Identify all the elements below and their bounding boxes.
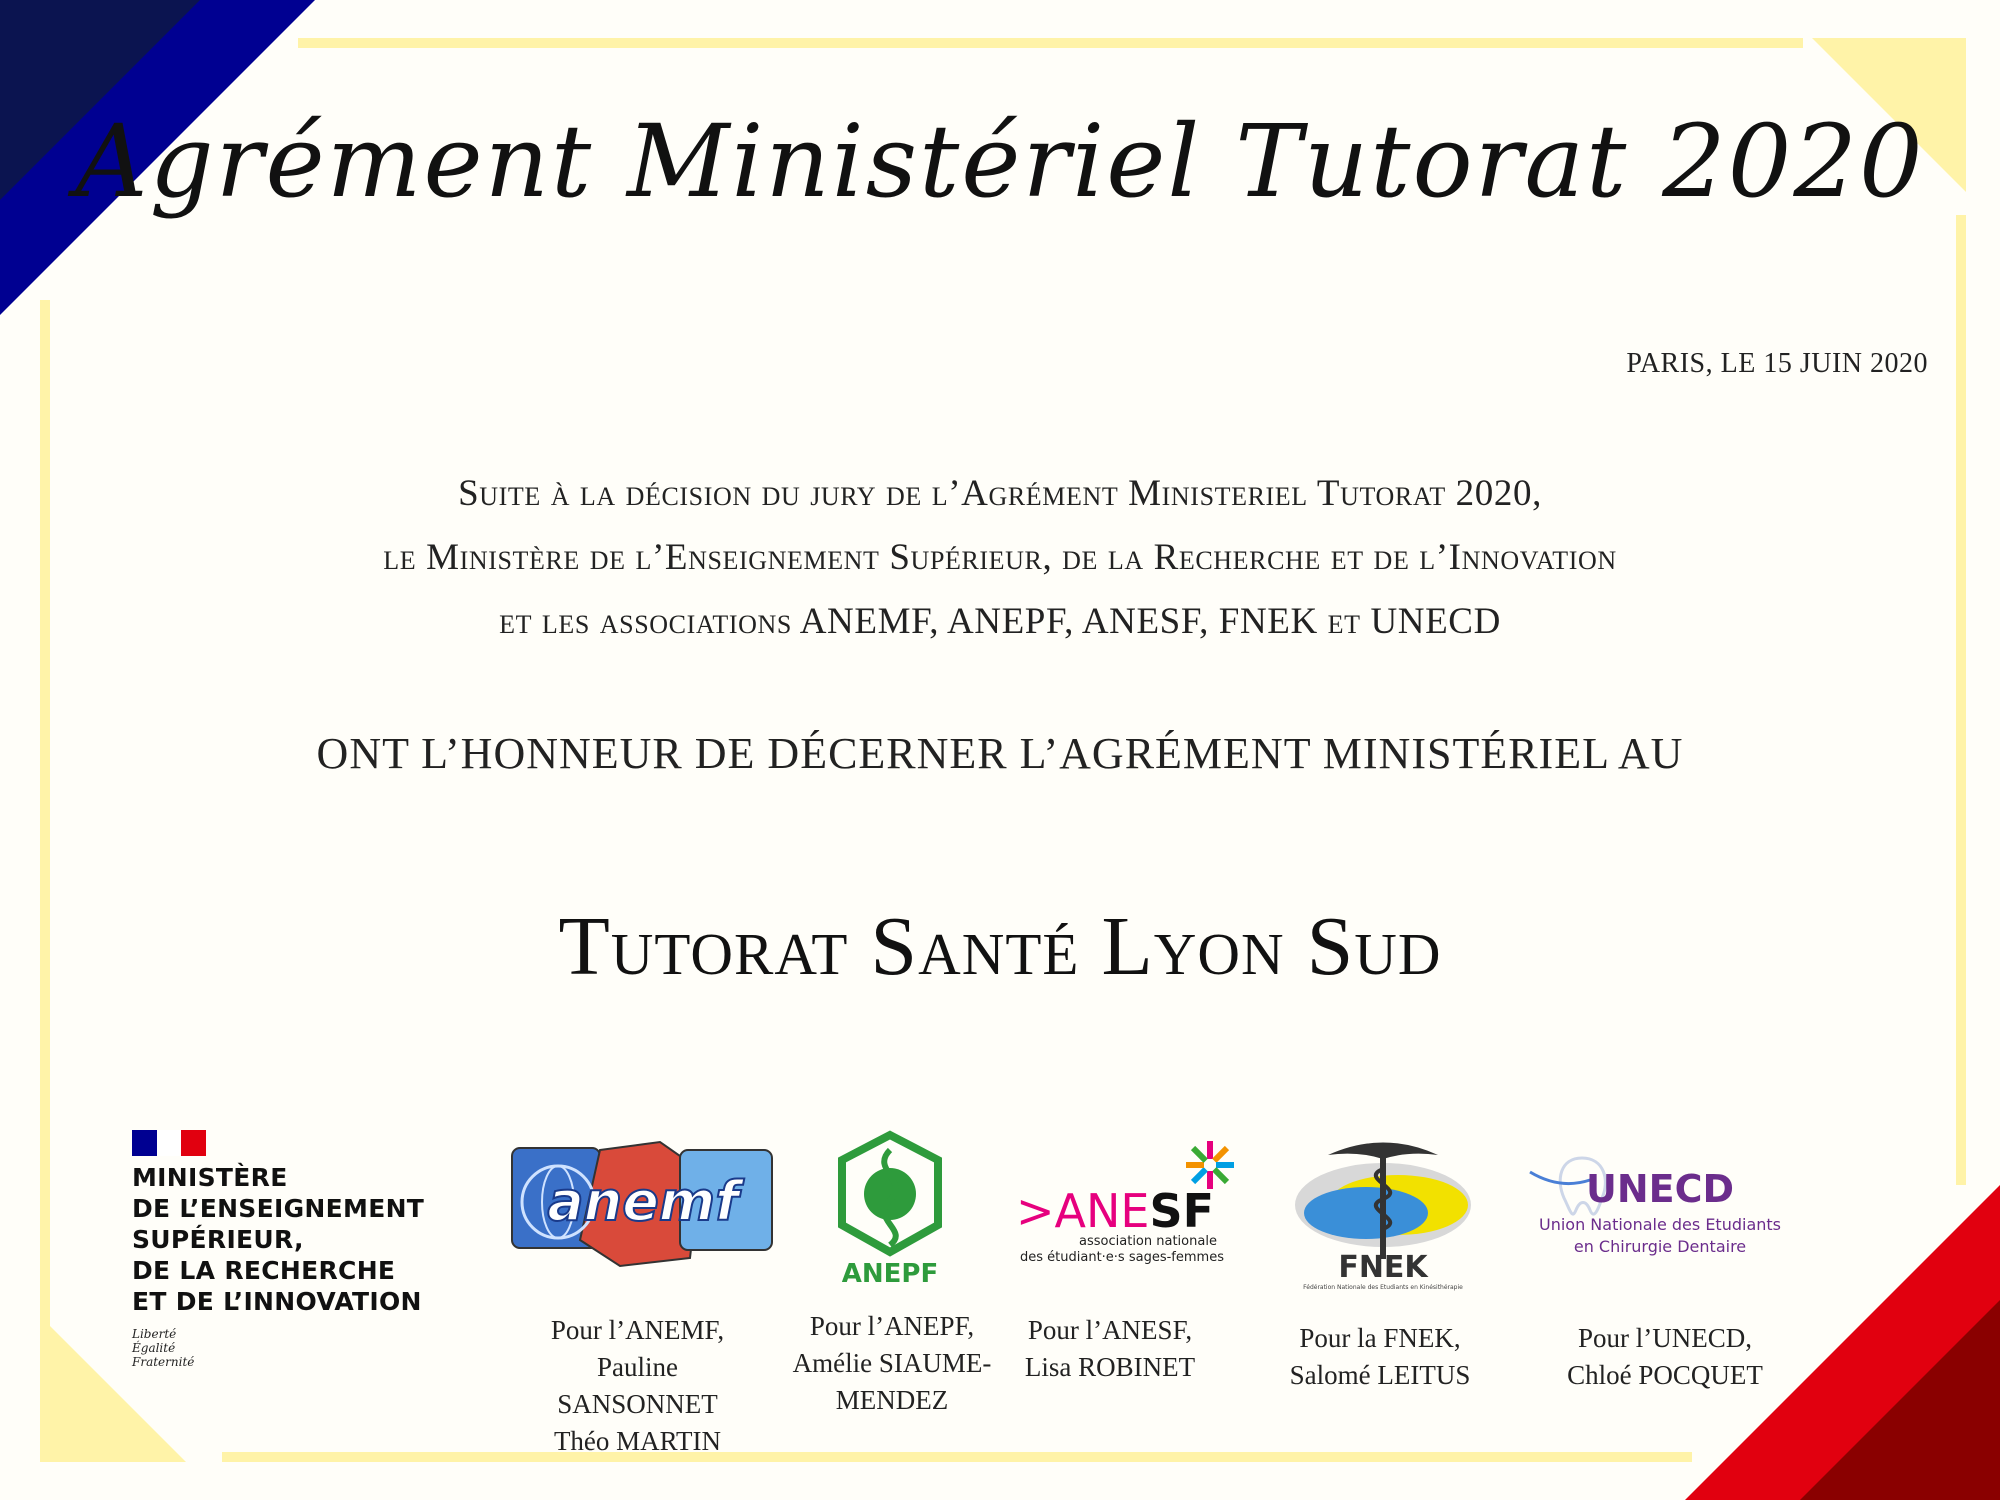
signatory-line: Théo MARTIN [553, 1426, 722, 1456]
signatory-line: Pour l’ANEPF, [809, 1311, 975, 1341]
motto-line: Liberté [132, 1327, 177, 1341]
anemf-logo [510, 1140, 776, 1270]
ministry-logo [132, 1130, 462, 1369]
signatory-line: Pour l’ANESF, [1027, 1315, 1193, 1345]
signatory-line: Chloé POCQUET [1567, 1360, 1763, 1390]
caduceus-staff-icon [1380, 1149, 1386, 1259]
fnek-logo [1288, 1135, 1478, 1293]
anesf-star-icon [1186, 1141, 1234, 1189]
ministry-name [132, 1162, 462, 1317]
unecd-wordmark: UNECD [1585, 1167, 1735, 1211]
signatory-anesf [1005, 1312, 1215, 1386]
intro-text [0, 462, 2000, 654]
unecd-subtitle: en Chirurgie Dentaire [1573, 1237, 1747, 1256]
certificate-title: Agrément Ministériel Tutorat 2020 [75, 103, 1925, 220]
anesf-subtitle: association nationale [1079, 1234, 1217, 1249]
signatory-line: SANSONNET [557, 1389, 718, 1419]
signatory-line: Salomé LEITUS [1289, 1360, 1471, 1390]
republic-motto [132, 1327, 462, 1369]
ministry-line: DE LA RECHERCHE [132, 1256, 396, 1285]
issue-date: PARIS, LE 15 JUIN 2020 [1626, 348, 1928, 379]
signatory-line: MENDEZ [835, 1385, 949, 1415]
border-right [1956, 215, 1966, 1185]
signatory-line: Pauline [597, 1352, 678, 1382]
intro-line: et les associations ANEMF, ANEPF, ANESF, FNEK et UNECD [499, 601, 1501, 642]
signatory-anemf [530, 1312, 745, 1460]
signatory-fnek [1260, 1320, 1500, 1394]
anesf-wordmark: >ANESF [1016, 1184, 1215, 1238]
fnek-subtitle: Fédération Nationale des Etudiants en Kinésithérapie [1303, 1284, 1463, 1291]
intro-line: Suite à la décision du jury de l’Agrément Ministeriel Tutorat 2020, [458, 473, 1542, 514]
anemf-wordmark: anemf [547, 1170, 739, 1233]
motto-line: Égalité [132, 1341, 176, 1355]
signatory-line: Pour l’UNECD, [1578, 1323, 1752, 1353]
ministry-line: DE L’ENSEIGNEMENT [132, 1194, 425, 1223]
intro-line: le Ministère de l’Enseignement Supérieur, de la Recherche et de l’Innovation [383, 537, 1617, 578]
signatory-line: Lisa ROBINET [1024, 1352, 1196, 1382]
unecd-logo [1520, 1150, 1800, 1270]
border-top [298, 38, 1803, 48]
ministry-line: SUPÉRIEUR, [132, 1225, 304, 1254]
ministry-line: MINISTÈRE [132, 1163, 288, 1192]
anepf-wordmark: ANEPF [841, 1259, 939, 1289]
signatory-unecd [1540, 1320, 1790, 1394]
french-flag-icon [132, 1130, 206, 1156]
unecd-subtitle: Union Nationale des Etudiants [1538, 1215, 1782, 1234]
anesf-subtitle: des étudiant·e·s sages-femmes [1020, 1250, 1224, 1265]
recipient-name: Tutorat Santé Lyon Sud [558, 900, 1442, 993]
border-left [40, 300, 50, 1330]
honor-line: ONT L’HONNEUR DE DÉCERNER L’AGRÉMENT MINISTÉRIEL AU [316, 729, 1684, 778]
signatory-anepf [782, 1308, 1002, 1419]
anepf-logo [830, 1130, 965, 1290]
anesf-logo [1012, 1135, 1247, 1265]
motto-line: Fraternité [132, 1355, 195, 1369]
signatory-line: Pour l’ANEMF, [550, 1315, 725, 1345]
fnek-wordmark: FNEK [1338, 1250, 1428, 1285]
ministry-line: ET DE L’INNOVATION [132, 1287, 422, 1316]
signatory-line: Amélie SIAUME- [792, 1348, 992, 1378]
signatory-line: Pour la FNEK, [1299, 1323, 1461, 1353]
border-bottom [222, 1452, 1692, 1462]
